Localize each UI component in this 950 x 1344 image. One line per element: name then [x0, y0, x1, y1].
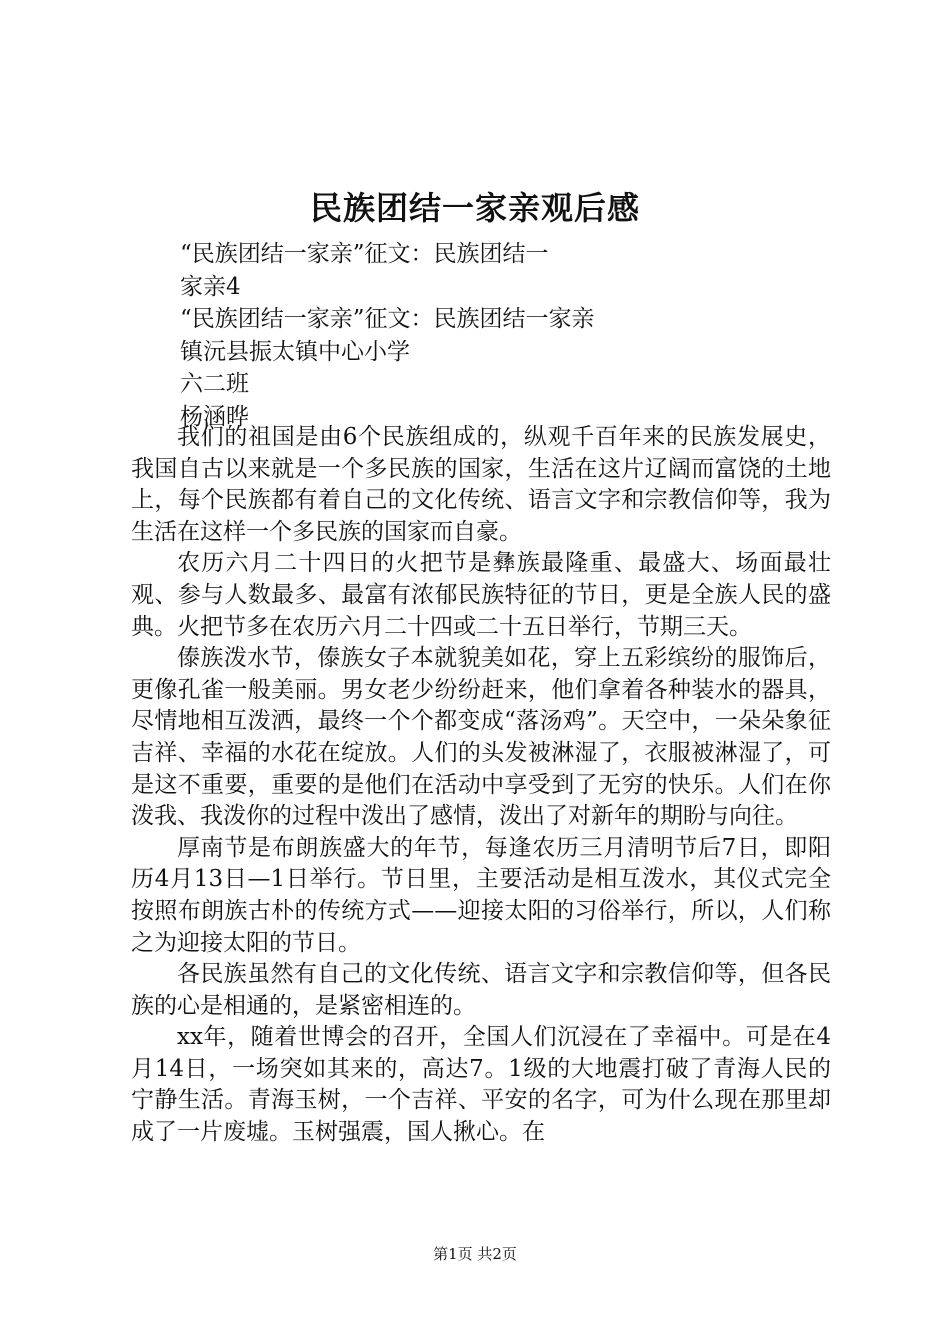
body-paragraph: 各民族虽然有自己的文化传统、语言文字和宗教信仰等，但各民族的心是相通的，是紧密相连的。 [131, 961, 831, 1019]
body-paragraph: xx年，随着世博会的召开，全国人们沉浸在了幸福中。可是在4月14日，一场突如其来的，高达7。1级的大地震打破了青海人民的宁静生活。青海玉树，一个吉祥、平安的名字，可为什么现在那里却成了一片废墟。玉树强震，国人揪心。在 [131, 1024, 831, 1146]
meta-line-essay-title-part2: 家亲4 [180, 273, 241, 300]
document-title: 民族团结一家亲观后感 [309, 189, 640, 227]
meta-line-school: 镇沅县振太镇中心小学 [180, 338, 410, 365]
page-number-footer: 第1页 共2页 [433, 1245, 517, 1263]
meta-line-class: 六二班 [180, 371, 249, 397]
meta-line-essay-subtitle: “民族团结一家亲”征文：民族团结一家亲 [180, 306, 595, 332]
body-paragraph: 我们的祖国是由6个民族组成的，纵观千百年来的民族发展史，我国自古以来就是一个多民族的国家，生活在这片辽阔而富饶的土地上，每个民族都有着自己的文化传统、语言文字和宗教信仰等，我为生活在这样一个多民族的国家而自豪。 [131, 424, 831, 545]
meta-line-author: 杨涵晔 [180, 403, 249, 430]
meta-line-essay-title-part1: “民族团结一家亲”征文：民族团结一 [180, 241, 549, 267]
document-body [131, 422, 831, 1149]
document-meta [180, 238, 595, 433]
body-paragraph: 厚南节是布朗族盛大的年节，每逢农历三月清明节后7日，即阳历4月13日—1日举行。节日里，主要活动是相互泼水，其仪式完全按照布朗族古朴的传统方式——迎接太阳的习俗举行，所以，人们称之为迎接太阳的节日。 [131, 834, 831, 956]
body-paragraph: 农历六月二十四日的火把节是彝族最隆重、最盛大、场面最壮观、参与人数最多、最富有浓郁民族特征的节日，更是全族人民的盛典。火把节多在农历六月二十四或二十五日举行，节期三天。 [131, 550, 831, 640]
body-paragraph: 傣族泼水节，傣族女子本就貌美如花，穿上五彩缤纷的服饰后，更像孔雀一般美丽。男女老少纷纷赶来，他们拿着各种装水的器具，尽情地相互泼洒，最终一个个都变成“落汤鸡”。天空中，一朵朵象征吉祥、幸福的水花在绽放。人们的头发被淋湿了，衣服被淋湿了，可是这不重要，重要的是他们在活动中享受到了无穷的快乐。人们在你泼我、我泼你的过程中泼出了感情，泼出了对新年的期盼与向往。 [131, 645, 831, 830]
